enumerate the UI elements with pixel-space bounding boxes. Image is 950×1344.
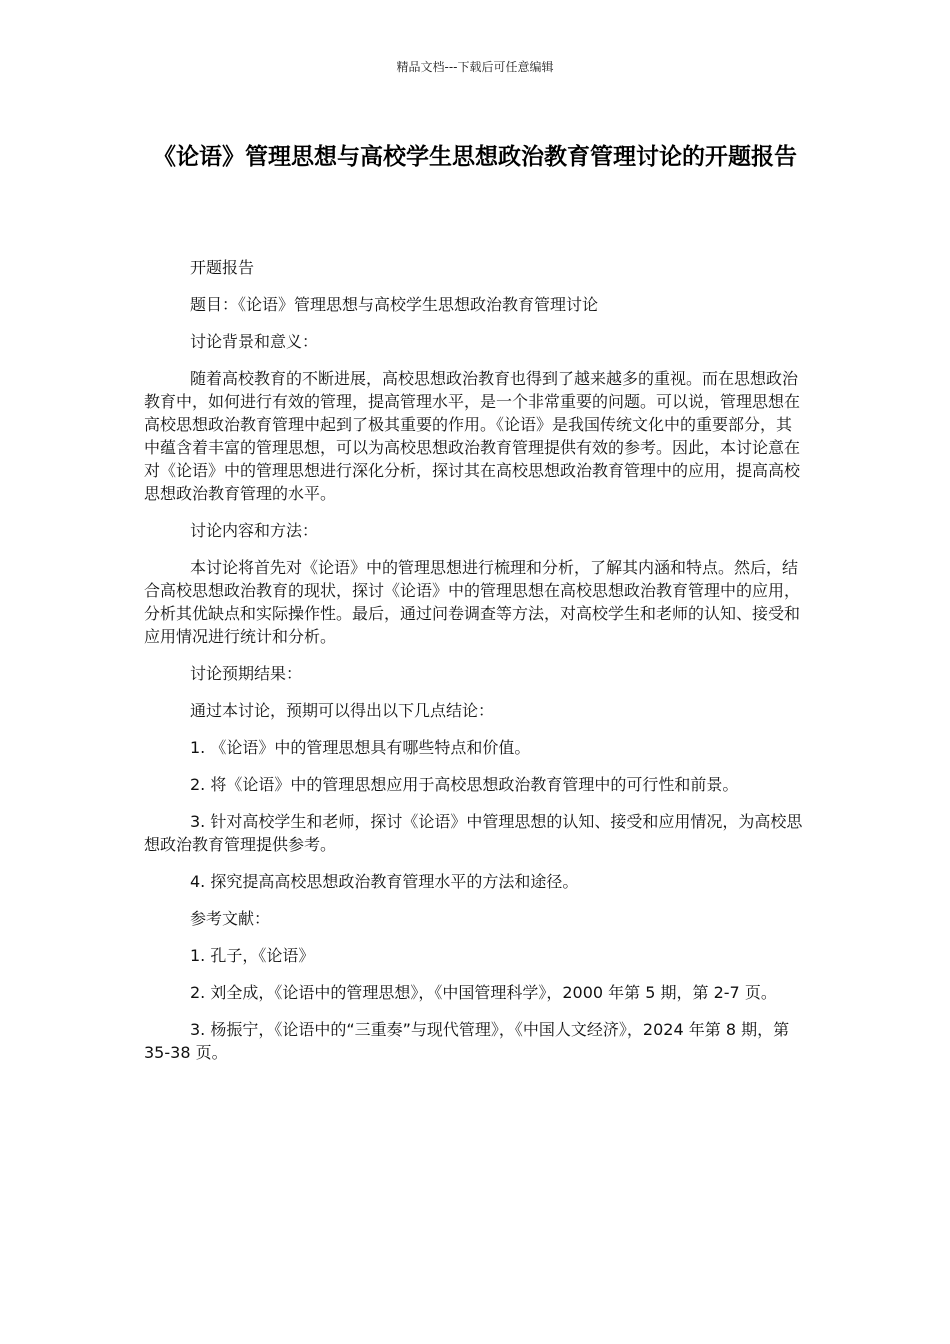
paragraph-methods: 本讨论将首先对《论语》中的管理思想进行梳理和分析，了解其内涵和特点。然后，结合高校思想政治教育的现状，探讨《论语》中的管理思想在高校思想政治教育管理中的应用，分析其优缺点和实际操作性。最后，通过问卷调查等方法，对高校学生和老师的认知、接受和应用情况进行统计和分析。 bbox=[144, 558, 801, 646]
list-item-result-2: 2. 将《论语》中的管理思想应用于高校思想政治教育管理中的可行性和前景。 bbox=[190, 775, 739, 794]
paragraph-results-intro: 通过本讨论，预期可以得出以下几点结论： bbox=[190, 701, 495, 720]
page-header: 精品文档---下载后可任意编辑 bbox=[396, 60, 554, 74]
list-item-result-4: 4. 探究提高高校思想政治教育管理水平的方法和途径。 bbox=[190, 872, 579, 891]
list-item-result-1: 1. 《论语》中的管理思想具有哪些特点和价值。 bbox=[190, 738, 531, 757]
reference-item-1: 1. 孔子，《论语》 bbox=[190, 946, 315, 965]
list-item-result-3: 3. 针对高校学生和老师，探讨《论语》中管理思想的认知、接受和应用情况，为高校思想政治教育管理提供参考。 bbox=[144, 812, 803, 854]
reference-item-2: 2. 刘全成，《论语中的管理思想》，《中国管理科学》，2000 年第 5 期，第 2-7 页。 bbox=[190, 983, 777, 1002]
paragraph-label: 开题报告 bbox=[190, 258, 255, 277]
document-title: 《论语》管理思想与高校学生思想政治教育管理讨论的开题报告 bbox=[153, 144, 797, 170]
reference-item-3: 3. 杨振宁，《论语中的“三重奏”与现代管理》，《中国人文经济》，2024 年第 8 期，第 35-38 页。 bbox=[144, 1020, 790, 1062]
document-body bbox=[144, 256, 804, 1078]
paragraph-topic: 题目：《论语》管理思想与高校学生思想政治教育管理讨论 bbox=[190, 295, 599, 314]
section-heading-results: 讨论预期结果： bbox=[190, 664, 303, 683]
section-heading-background: 讨论背景和意义： bbox=[190, 332, 319, 351]
paragraph-background: 随着高校教育的不断进展，高校思想政治教育也得到了越来越多的重视。而在思想政治教育中，如何进行有效的管理，提高管理水平，是一个非常重要的问题。可以说，管理思想在高校思想政治教育管理中起到了极其重要的作用。《论语》是我国传统文化中的重要部分，其中蕴含着丰富的管理思想，可以为高校思想政治教育管理提供有效的参考。因此，本讨论意在对《论语》中的管理思想进行深化分析，探讨其在高校思想政治教育管理中的应用，提高高校思想政治教育管理的水平。 bbox=[144, 369, 801, 503]
section-heading-methods: 讨论内容和方法： bbox=[190, 521, 319, 540]
section-heading-references: 参考文献： bbox=[190, 909, 271, 928]
